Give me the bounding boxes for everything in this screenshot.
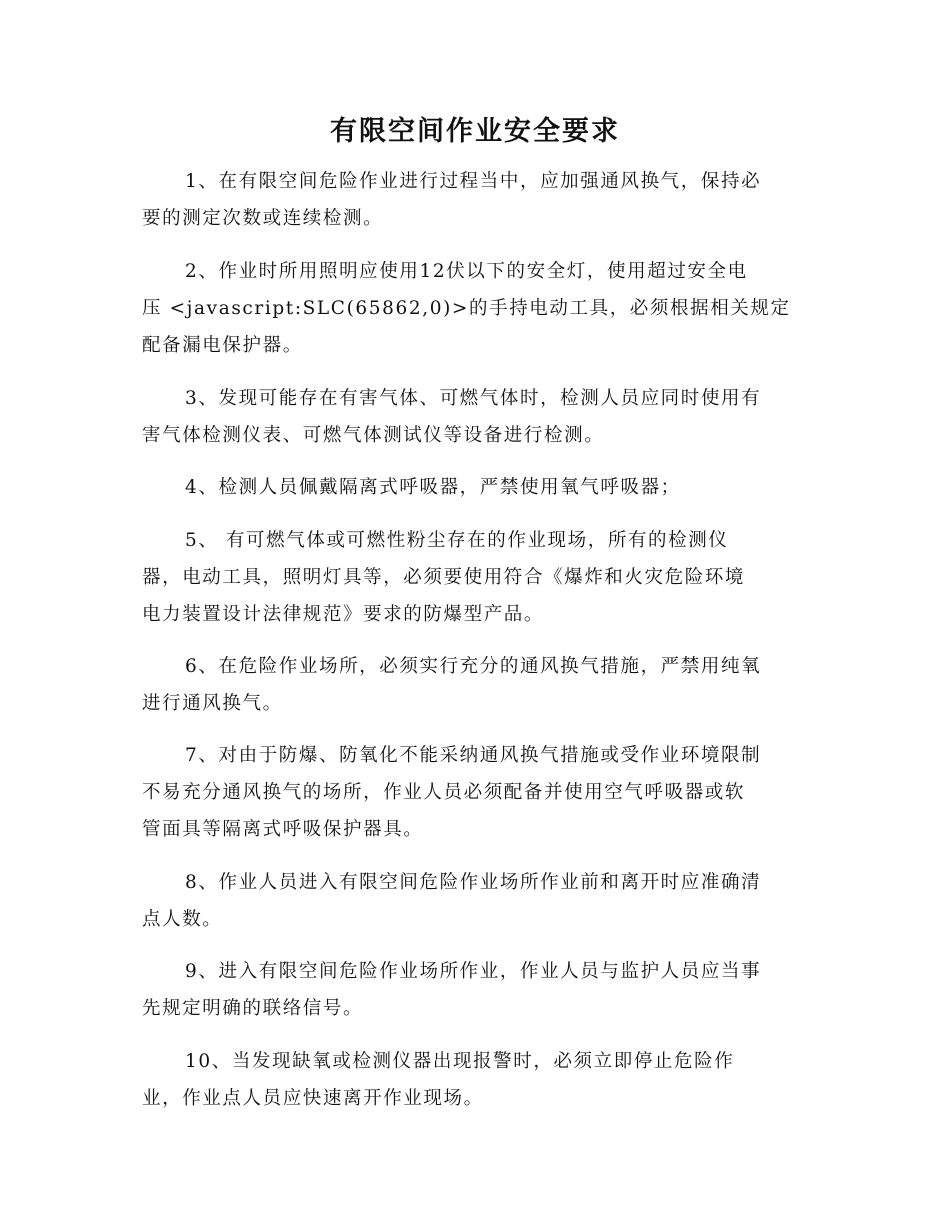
- paragraph-line: 7、对由于防爆、防氧化不能采纳通风换气措施或受作业环境限制: [185, 745, 762, 766]
- paragraph-line: 配备漏电保护器。: [142, 335, 303, 356]
- paragraph-line: 10、当发现缺氧或检测仪器出现报警时，必须立即停止危险作: [185, 1051, 735, 1072]
- paragraph-line: 压 <javascript:SLC(65862,0)>的手持电动工具，必须根据相关规定: [142, 298, 791, 319]
- paragraph-line: 先规定明确的联络信号。: [142, 998, 364, 1019]
- paragraph-7: [142, 737, 810, 848]
- paragraph-line: 1、在有限空间危险作业进行过程当中，应加强通风换气，保持必: [185, 171, 762, 192]
- paragraph-line: 6、在危险作业场所，必须实行充分的通风换气措施，严禁用纯氧: [185, 656, 762, 677]
- paragraph-line: 5、 有可燃气体或可燃性粉尘存在的作业现场，所有的检测仪: [185, 530, 729, 551]
- paragraph-line: 进行通风换气。: [142, 693, 283, 714]
- paragraph-line: 8、作业人员进入有限空间危险作业场所作业前和离开时应准确清: [185, 872, 762, 893]
- paragraph-1: [142, 163, 810, 237]
- paragraph-line: 管面具等隔离式呼吸保护器具。: [142, 819, 424, 840]
- paragraph-line: 业，作业点人员应快速离开作业现场。: [142, 1088, 484, 1109]
- paragraph-5: [142, 522, 810, 633]
- paragraph-8: [142, 864, 810, 938]
- paragraph-line: 害气体检测仪表、可燃气体测试仪等设备进行检测。: [142, 425, 605, 446]
- paragraph-line: 器，电动工具，照明灯具等，必须要使用符合《爆炸和火灾危险环境: [142, 567, 746, 588]
- paragraph-3: [142, 380, 810, 454]
- paragraph-line: 要的测定次数或连续检测。: [142, 208, 384, 229]
- paragraph-4: [142, 469, 810, 506]
- paragraph-9: [142, 953, 810, 1027]
- paragraph-line: 点人数。: [142, 909, 223, 930]
- paragraph-line: 9、进入有限空间危险作业场所作业，作业人员与监护人员应当事: [185, 961, 762, 982]
- paragraph-10: [142, 1043, 810, 1117]
- paragraph-2: [142, 253, 810, 364]
- document-title: 有限空间作业安全要求: [330, 116, 620, 147]
- paragraph-line: 不易充分通风换气的场所，作业人员必须配备并使用空气呼吸器或软: [142, 782, 746, 803]
- paragraph-line: 2、作业时所用照明应使用12伏以下的安全灯，使用超过安全电: [185, 261, 748, 282]
- paragraph-6: [142, 648, 810, 722]
- paragraph-line: 电力装置设计法律规范》要求的防爆型产品。: [142, 604, 545, 625]
- paragraph-line: 3、发现可能存在有害气体、可燃气体时，检测人员应同时使用有: [185, 388, 762, 409]
- paragraph-line: 4、检测人员佩戴隔离式呼吸器，严禁使用氧气呼吸器；: [185, 477, 681, 498]
